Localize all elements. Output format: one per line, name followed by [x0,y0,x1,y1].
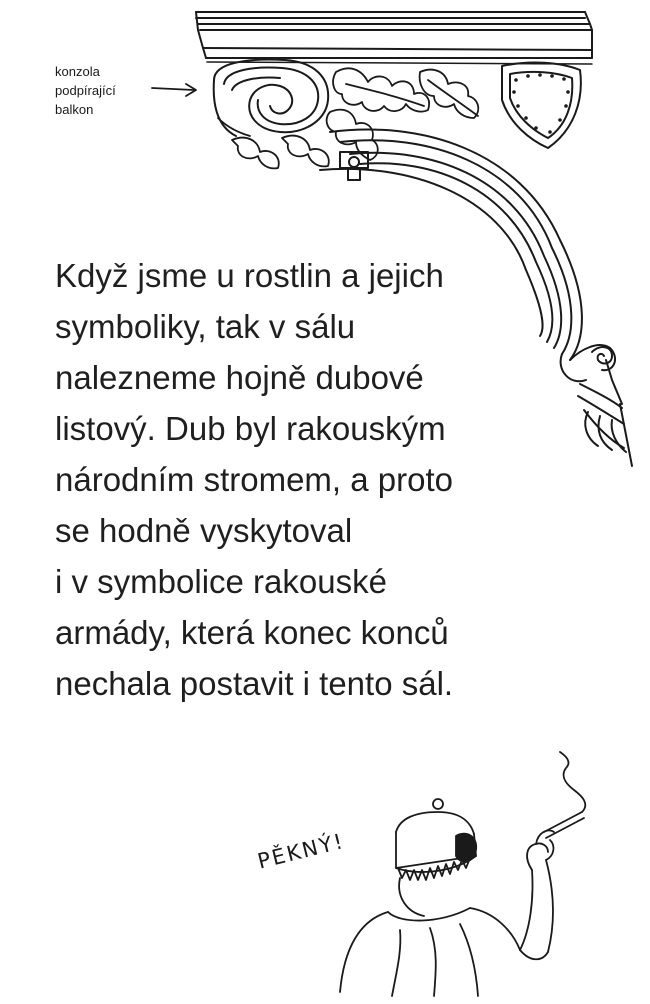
bracket-caption: konzola podpírající balkon [55,64,116,117]
soldier-figure-illustration [340,752,585,996]
oak-leaf-ornament [218,68,478,168]
handwritten-exclamation: PĚKNÝ! [255,828,347,874]
lower-scroll [578,347,632,466]
scroll-volute [214,60,328,136]
studded-shield [502,63,581,148]
cornice-moldings [196,12,592,64]
body-paragraph: Když jsme u rostlin a jejich symboliky, tak v sálu nalezneme hojně dubové listový. Dub byl rakouským národním stromem, a proto se hodně vyskytoval i v symbolice rakouské armády, která konec konců nechala postavit i tento sál. [55,257,454,702]
